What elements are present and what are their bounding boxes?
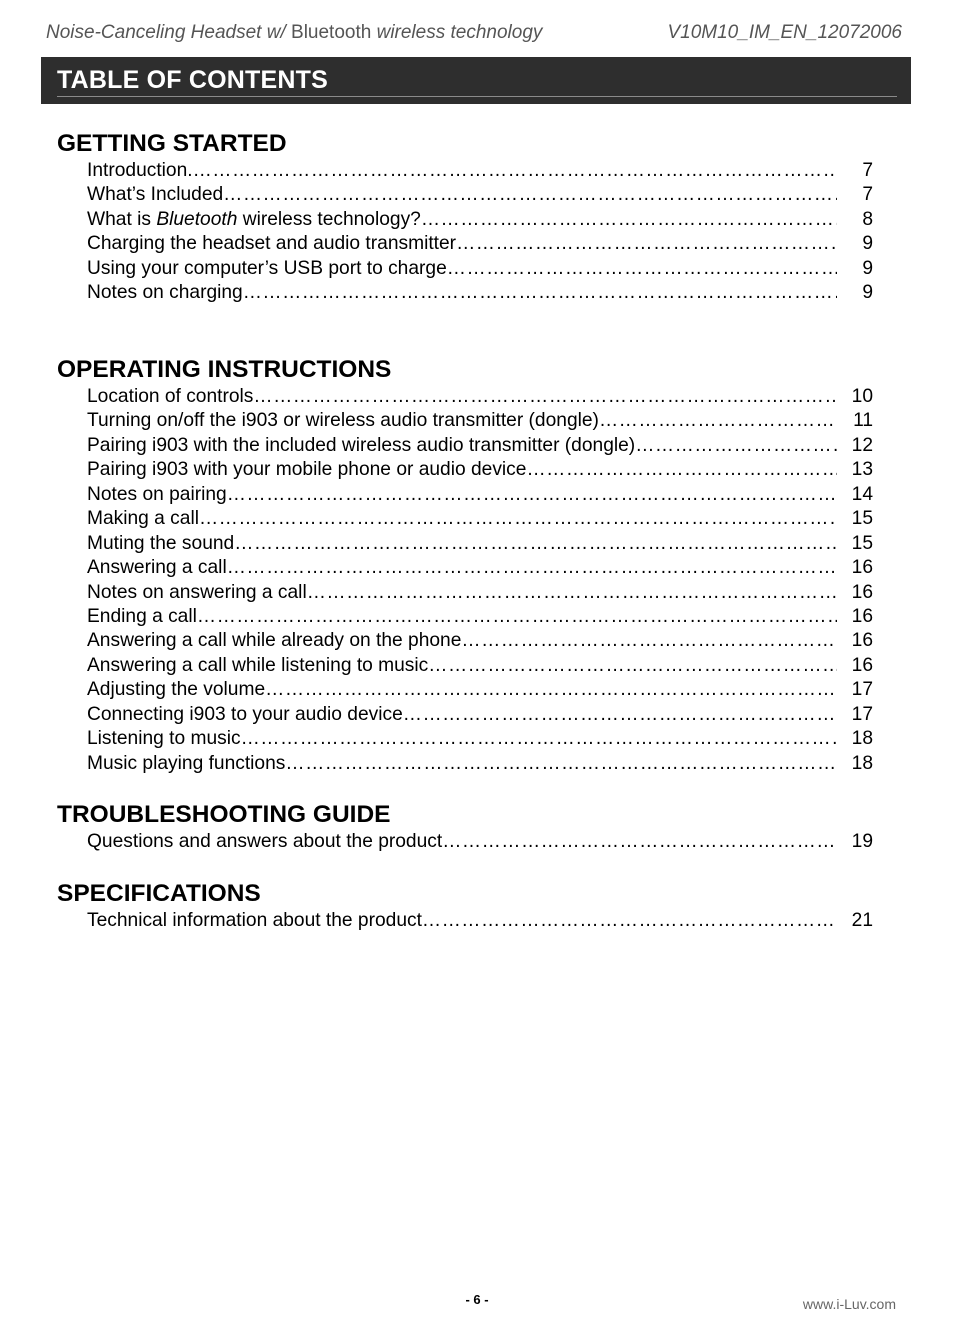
entry-title: Questions and answers about the product (87, 831, 443, 852)
toc-entry[interactable] (57, 752, 873, 776)
document-title-part-1: Noise-Canceling Headset w/ (46, 22, 292, 43)
entry-title: Muting the sound (87, 532, 235, 554)
dot-leader (234, 532, 837, 556)
entry-page-number: 10 (851, 386, 873, 407)
dot-leader (197, 605, 837, 629)
toc-entry[interactable] (57, 556, 873, 580)
toc-entry[interactable] (57, 654, 873, 678)
toc-entry[interactable] (57, 257, 873, 281)
section-heading: SPECIFICATIONS (57, 880, 261, 907)
entry-page-number: 16 (851, 605, 873, 627)
entry-page-number: 7 (862, 184, 873, 206)
section-troubleshooting-guide (57, 800, 873, 854)
entry-page-number: 21 (851, 910, 873, 931)
footer-website: www.i-Luv.com (802, 1296, 896, 1312)
toc-entry[interactable] (57, 385, 873, 409)
toc-entry[interactable] (57, 703, 873, 727)
entry-page-number: 11 (853, 410, 873, 432)
toc-entry[interactable] (57, 678, 873, 702)
entry-title: Adjusting the volume (87, 679, 266, 701)
toc-list (57, 909, 873, 933)
entry-title-part: wireless technology? (237, 208, 421, 230)
entry-page-number: 17 (851, 703, 873, 725)
document-title (46, 22, 542, 44)
dot-leader (422, 909, 837, 933)
toc-entry[interactable] (57, 458, 873, 482)
entry-title (87, 208, 421, 232)
entry-page-number: 14 (851, 483, 873, 505)
section-getting-started (57, 129, 873, 306)
entry-title: Making a call (87, 508, 199, 530)
dot-leader (227, 556, 837, 580)
dot-leader (253, 385, 837, 409)
toc-entry[interactable] (57, 581, 873, 605)
entry-page-number: 18 (851, 728, 873, 750)
toc-entry[interactable] (57, 183, 873, 207)
dot-leader (199, 507, 837, 531)
entry-title: Ending a call (87, 605, 197, 627)
toc-banner (41, 57, 911, 104)
section-heading: OPERATING INSTRUCTIONS (57, 356, 392, 383)
dot-leader (526, 458, 837, 482)
dot-leader (428, 654, 837, 678)
dot-leader (461, 629, 837, 653)
dot-leader (285, 752, 837, 776)
entry-title: Music playing functions (87, 752, 286, 774)
dot-leader (223, 183, 837, 207)
running-header (46, 22, 904, 48)
dot-leader (227, 483, 837, 507)
entry-title: Pairing i903 with the included wireless audio transmitter (dongle) (87, 434, 636, 456)
toc-entry[interactable] (57, 830, 873, 854)
entry-page-number: 19 (851, 831, 873, 852)
section-heading: TROUBLESHOOTING GUIDE (57, 801, 391, 828)
page-number: - 6 - (465, 1292, 489, 1307)
entry-page-number: 13 (851, 459, 873, 481)
toc-entry[interactable] (57, 159, 873, 183)
entry-title: Notes on charging (87, 282, 243, 304)
document-title-bluetooth: Bluetooth (291, 22, 372, 43)
entry-title: Connecting i903 to your audio device (87, 703, 403, 725)
toc-entry[interactable] (57, 909, 873, 933)
entry-title: Technical information about the product (87, 910, 422, 931)
dot-leader (635, 434, 837, 458)
toc-entry[interactable] (57, 434, 873, 458)
section-specifications (57, 879, 873, 933)
section-operating-instructions (57, 355, 873, 776)
entry-page-number: 16 (851, 654, 873, 676)
toc-entry[interactable] (57, 629, 873, 653)
entry-title-emphasis: Bluetooth (156, 208, 238, 230)
dot-leader (599, 409, 837, 433)
entry-title: Answering a call while listening to music (87, 654, 429, 676)
toc-title: TABLE OF CONTENTS (57, 66, 328, 94)
entry-page-number: 16 (851, 630, 873, 652)
dot-leader (241, 727, 837, 751)
entry-page-number: 8 (862, 208, 873, 230)
entry-title: Turning on/off the i903 or wireless audio transmitter (dongle) (87, 410, 599, 432)
dot-leader (307, 581, 837, 605)
document-title-part-2: wireless technology (371, 22, 543, 43)
dot-leader (442, 830, 837, 854)
dot-leader (447, 257, 837, 281)
banner-divider (57, 96, 897, 97)
entry-page-number: 15 (851, 532, 873, 554)
toc-entry[interactable] (57, 532, 873, 556)
entry-title: Notes on answering a call (87, 581, 307, 603)
dot-leader (403, 703, 837, 727)
dot-leader (193, 159, 837, 183)
entry-title: What’s Included (87, 184, 224, 206)
toc-entry[interactable] (57, 232, 873, 256)
entry-title: Notes on pairing (87, 483, 227, 505)
entry-title: Introduction. (87, 160, 193, 181)
toc-entry[interactable] (57, 281, 873, 305)
toc-entry[interactable] (57, 727, 873, 751)
entry-page-number: 15 (851, 508, 873, 530)
entry-page-number: 9 (862, 233, 873, 255)
entry-page-number: 16 (851, 581, 873, 603)
entry-title: Location of controls (87, 386, 254, 407)
entry-title: Answering a call while already on the phone (87, 630, 462, 652)
entry-page-number: 7 (862, 160, 873, 181)
entry-title: Using your computer’s USB port to charge (87, 257, 447, 279)
document-code: V10M10_IM_EN_12072006 (667, 22, 902, 43)
dot-leader (421, 208, 837, 232)
entry-title: Charging the headset and audio transmitter (87, 233, 457, 255)
entry-title: Listening to music (87, 728, 241, 750)
dot-leader (265, 678, 837, 702)
toc-list (57, 385, 873, 776)
entry-page-number: 18 (851, 752, 873, 774)
entry-title: Answering a call (87, 557, 227, 579)
entry-page-number: 12 (851, 434, 873, 456)
entry-page-number: 9 (862, 282, 873, 304)
entry-title-part: What is (87, 208, 157, 230)
toc-list (57, 159, 873, 306)
dot-leader (456, 232, 837, 256)
entry-page-number: 9 (862, 257, 873, 279)
toc-list (57, 830, 873, 854)
dot-leader (243, 281, 837, 305)
section-heading: GETTING STARTED (57, 130, 287, 157)
toc-entry[interactable] (57, 483, 873, 507)
entry-title: Pairing i903 with your mobile phone or audio device (87, 459, 527, 481)
toc-entry[interactable] (57, 208, 873, 232)
entry-page-number: 17 (851, 679, 873, 701)
toc-entry[interactable] (57, 409, 873, 433)
entry-page-number: 16 (851, 557, 873, 579)
toc-entry[interactable] (57, 605, 873, 629)
toc-entry[interactable] (57, 507, 873, 531)
